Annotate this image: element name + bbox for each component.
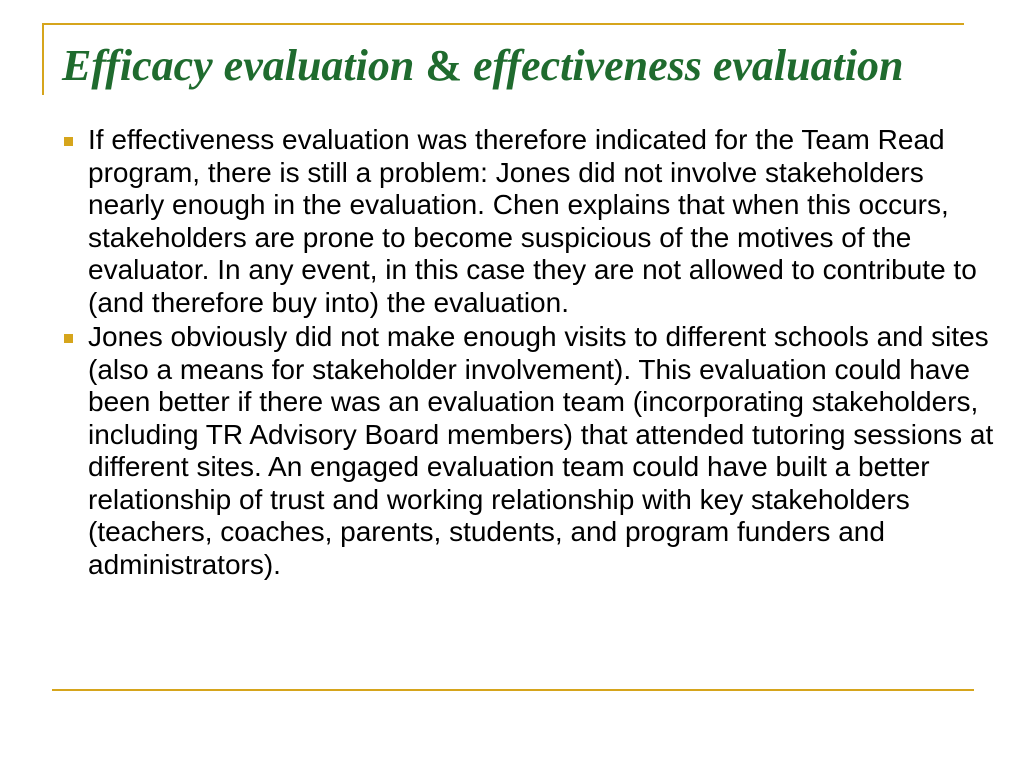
bullet-list — [62, 124, 997, 583]
bullet-item-1 — [62, 124, 997, 319]
bullet-text-2: Jones obviously did not make enough visits to different schools and sites (also a means for stakeholder involvement). This evaluation could have been better if there was an evaluation team (incorporating stakeholders, including TR Advisory Board members) that attended tutoring sessions at different sites. An engaged evaluation team could have built a better relationship of trust and working relationship with key stakeholders (teachers, coaches, parents, students, and program funders and administrators). — [88, 321, 994, 580]
left-accent-rule — [42, 23, 44, 95]
slide-title — [62, 40, 1002, 92]
bottom-accent-rule — [52, 689, 974, 691]
title-part-efficacy: Efficacy evaluation — [62, 41, 415, 90]
square-bullet-icon — [64, 137, 73, 146]
bullet-text-1: If effectiveness evaluation was therefore indicated for the Team Read program, there is still a problem: Jones did not involve stakeholders nearly enough in the evaluation. Chen explains that when this occurs, stakeholders are prone to become suspicious of the motives of the evaluator. In any event, in this case they are not allowed to contribute to (and therefore buy into) the evaluation. — [88, 124, 977, 318]
title-part-effectiveness: effectiveness evaluation — [473, 41, 904, 90]
top-accent-rule — [42, 23, 964, 25]
bullet-item-2 — [62, 321, 997, 581]
square-bullet-icon — [64, 334, 73, 343]
title-ampersand: & — [425, 41, 462, 90]
